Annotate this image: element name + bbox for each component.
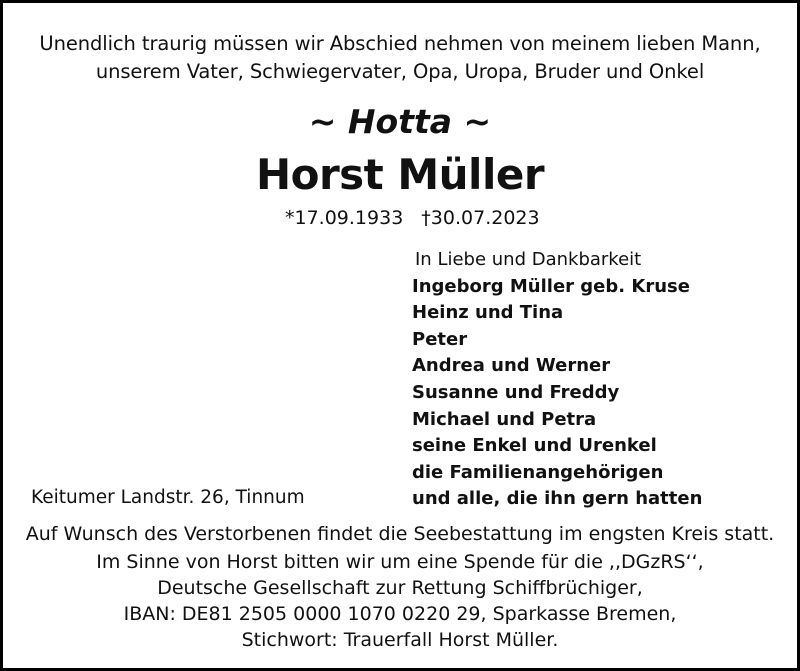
funeral-note: Auf Wunsch des Verstorbenen findet die Seebestattung im engsten Kreis statt. — [25, 523, 775, 545]
nickname: ~ Hotta ~ — [308, 102, 492, 141]
mourner-name: Michael und Petra — [412, 408, 597, 430]
deceased-name: Horst Müller — [255, 150, 545, 199]
mourner-name: Ingeborg Müller geb. Kruse — [412, 275, 690, 297]
intro-line-1: Unendlich traurig müssen wir Abschied nehmen von meinem lieben Mann, — [39, 32, 761, 55]
donation-line-3: IBAN: DE81 2505 0000 1070 0220 29, Sparkasse Bremen, — [123, 603, 677, 625]
donation-line-2: Deutsche Gesellschaft zur Rettung Schiffbrüchiger, — [157, 577, 643, 599]
mourners-list — [412, 247, 702, 513]
donation-line-4: Stichwort: Trauerfall Horst Müller. — [241, 629, 559, 651]
life-dates — [285, 205, 540, 231]
birth-date: *17.09.1933 — [285, 207, 404, 229]
intro-line-2: unserem Vater, Schwiegervater, Opa, Uropa, Bruder und Onkel — [95, 60, 705, 83]
mourner-name: und alle, die ihn gern hatten — [412, 488, 703, 510]
intro-text — [3, 30, 797, 86]
mourner-name: Andrea und Werner — [412, 355, 611, 377]
mourner-name: Heinz und Tina — [412, 302, 564, 324]
mourner-name: Peter — [412, 328, 468, 350]
closing-text — [3, 521, 797, 653]
mourner-name: Susanne und Freddy — [412, 381, 620, 403]
family-address: Keitumer Landstr. 26, Tinnum — [31, 487, 305, 508]
mourners-greeting: In Liebe und Dankbarkeit — [415, 249, 642, 270]
mourner-name: seine Enkel und Urenkel — [412, 435, 657, 457]
donation-line-1: Im Sinne von Horst bitten wir um eine Spende für die ,,DGzRS‘‘, — [96, 551, 704, 573]
death-date: †30.07.2023 — [421, 207, 540, 229]
mourner-name: die Familienangehörigen — [412, 461, 664, 483]
